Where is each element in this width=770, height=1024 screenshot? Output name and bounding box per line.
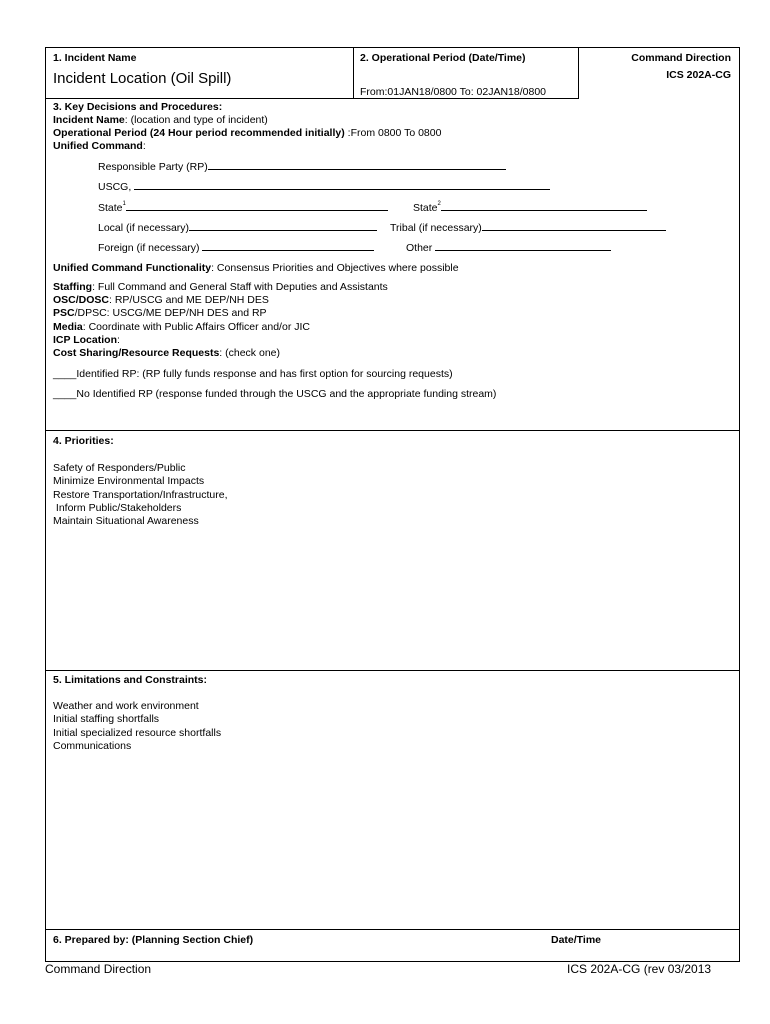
operational-period-value[interactable]: From:01JAN18/0800 To: 02JAN18/0800 bbox=[360, 86, 547, 98]
uscg-field[interactable] bbox=[134, 180, 550, 190]
local-label: Local (if necessary) bbox=[98, 222, 190, 234]
header-divider-1 bbox=[353, 47, 354, 99]
unified-command-text: : bbox=[142, 140, 146, 152]
state1-line bbox=[98, 201, 388, 215]
psc-line bbox=[53, 307, 267, 320]
other-field[interactable] bbox=[435, 241, 611, 251]
unified-command-line bbox=[53, 140, 146, 153]
state1-field[interactable] bbox=[126, 201, 388, 211]
incident-name-label: 1. Incident Name bbox=[53, 52, 137, 64]
footer-right: ICS 202A-CG (rev 03/2013 bbox=[567, 962, 712, 976]
section3-label: 3. Key Decisions and Procedures: bbox=[53, 101, 223, 113]
media-key: Media bbox=[53, 321, 83, 333]
local-field[interactable] bbox=[189, 221, 377, 231]
incident-name-text: : (location and type of incident) bbox=[124, 114, 268, 126]
ucf-text: : Consensus Priorities and Objectives where possible bbox=[211, 262, 459, 274]
form-top-border bbox=[45, 47, 739, 48]
state1-sup: 1 bbox=[122, 201, 126, 207]
state2-field[interactable] bbox=[441, 201, 647, 211]
priority-item: Inform Public/Stakeholders bbox=[53, 502, 182, 514]
constraint-item: Initial staffing shortfalls bbox=[53, 713, 160, 725]
priority-item: Minimize Environmental Impacts bbox=[53, 475, 205, 487]
op-period-key: Operational Period (24 Hour period recommended initially) bbox=[53, 127, 345, 139]
section6-top-line bbox=[45, 929, 740, 930]
ucf-line bbox=[53, 262, 459, 275]
incident-name-value[interactable]: Incident Location (Oil Spill) bbox=[53, 70, 232, 87]
section5-top-line bbox=[45, 670, 740, 671]
identified-rp-option[interactable]: ____Identified RP: (RP fully funds response and has first option for sourcing requests) bbox=[53, 368, 453, 380]
footer-left: Command Direction bbox=[45, 962, 152, 976]
osc-line bbox=[53, 294, 269, 307]
other-line bbox=[406, 241, 611, 255]
icp-text: : bbox=[116, 334, 120, 346]
priority-item: Maintain Situational Awareness bbox=[53, 515, 199, 527]
constraint-item: Weather and work environment bbox=[53, 700, 199, 712]
priority-item: Safety of Responders/Public bbox=[53, 462, 186, 474]
state2-label: State bbox=[413, 202, 438, 214]
form-left-border bbox=[45, 47, 46, 962]
icp-line bbox=[53, 334, 120, 347]
staffing-line bbox=[53, 281, 388, 294]
incident-name-line bbox=[53, 114, 268, 127]
staffing-key: Staffing bbox=[53, 281, 93, 293]
no-identified-rp-option[interactable]: ____No Identified RP (response funded through the USCG and the appropriate funding stream) bbox=[53, 388, 497, 400]
unified-command-key: Unified Command bbox=[53, 140, 143, 152]
priority-item: Restore Transportation/Infrastructure, bbox=[53, 489, 228, 501]
form-title: Command Direction bbox=[631, 52, 731, 64]
responsible-party-line bbox=[98, 160, 506, 174]
osc-text: : RP/USCG and ME DEP/NH DES bbox=[109, 294, 269, 306]
cost-text: : (check one) bbox=[219, 347, 280, 359]
foreign-line bbox=[98, 241, 374, 255]
cost-line bbox=[53, 347, 280, 360]
other-label: Other bbox=[406, 242, 433, 254]
cost-key: Cost Sharing/Resource Requests bbox=[53, 347, 220, 359]
tribal-line bbox=[390, 221, 666, 235]
constraint-item: Communications bbox=[53, 740, 132, 752]
tribal-label: Tribal (if necessary) bbox=[390, 222, 482, 234]
responsible-party-field[interactable] bbox=[208, 160, 506, 170]
header-divider-2 bbox=[578, 47, 579, 99]
date-time-label: Date/Time bbox=[551, 934, 601, 946]
responsible-party-label: Responsible Party (RP) bbox=[98, 161, 208, 173]
prepared-by-label: 6. Prepared by: (Planning Section Chief) bbox=[53, 934, 254, 946]
foreign-label: Foreign (if necessary) bbox=[98, 242, 200, 254]
form-right-border bbox=[739, 47, 740, 962]
staffing-text: : Full Command and General Staff with Deputies and Assistants bbox=[92, 281, 388, 293]
section5-label: 5. Limitations and Constraints: bbox=[53, 674, 208, 686]
osc-key: OSC/DOSC bbox=[53, 294, 110, 306]
form-code: ICS 202A-CG bbox=[666, 69, 731, 81]
icp-key: ICP Location bbox=[53, 334, 117, 346]
section4-top-line bbox=[45, 430, 740, 431]
media-text: : Coordinate with Public Affairs Officer and/or JIC bbox=[82, 321, 310, 333]
uscg-line bbox=[98, 180, 550, 194]
ucf-key: Unified Command Functionality bbox=[53, 262, 212, 274]
media-line bbox=[53, 321, 310, 334]
op-period-text: :From 0800 To 0800 bbox=[344, 127, 442, 139]
uscg-label: USCG, bbox=[98, 181, 132, 193]
foreign-field[interactable] bbox=[202, 241, 374, 251]
op-period-line bbox=[53, 127, 441, 140]
incident-name-key: Incident Name bbox=[53, 114, 125, 126]
state2-sup: 2 bbox=[437, 201, 441, 207]
psc-key: PSC bbox=[53, 307, 75, 319]
tribal-field[interactable] bbox=[482, 221, 666, 231]
section4-label: 4. Priorities: bbox=[53, 435, 114, 447]
state1-label: State bbox=[98, 202, 123, 214]
state2-line bbox=[413, 201, 647, 215]
operational-period-label: 2. Operational Period (Date/Time) bbox=[360, 52, 526, 64]
constraint-item: Initial specialized resource shortfalls bbox=[53, 727, 222, 739]
local-line bbox=[98, 221, 377, 235]
psc-text: /DPSC: USCG/ME DEP/NH DES and RP bbox=[74, 307, 267, 319]
